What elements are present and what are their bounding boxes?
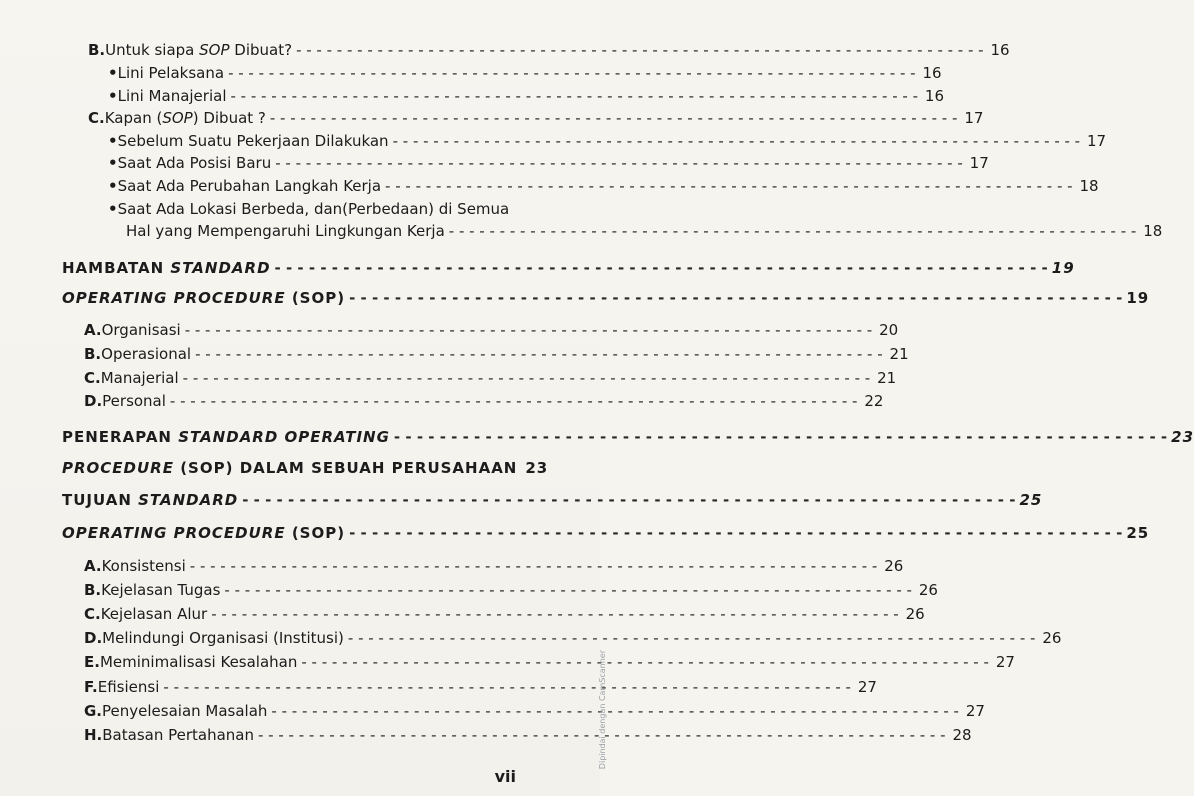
toc-bullet-item <box>108 153 989 173</box>
toc-bullet-item <box>108 63 942 83</box>
page-ref: 28 <box>952 726 972 744</box>
heading-text: PROCEDURE (SOP) DALAM SEBUAH PERUSAHAAN <box>62 459 518 477</box>
dot-leader <box>195 344 883 364</box>
heading-text: PENERAPAN STANDARD OPERATING <box>62 428 390 446</box>
dot-leader <box>385 176 1073 196</box>
entry-letter: D. <box>84 629 103 647</box>
entry-text: Kejelasan Tugas <box>101 581 221 599</box>
dot-leader <box>270 108 958 128</box>
page-ref: 17 <box>1087 132 1107 150</box>
entry-text: Sebelum Suatu Pekerjaan Dilakukan <box>117 132 389 150</box>
dot-leader <box>271 701 959 721</box>
dot-leader <box>349 523 1122 543</box>
entry-letter: H. <box>84 726 103 744</box>
toc-entry-b <box>88 40 1010 60</box>
page-ref: 21 <box>889 345 909 363</box>
toc-entry <box>84 604 925 624</box>
page-ref: 26 <box>884 557 904 575</box>
entry-text: Saat Ada Lokasi Berbeda, dan(Perbedaan) di Semua <box>117 200 510 218</box>
page-ref: 16 <box>922 64 942 82</box>
dot-leader <box>163 677 851 697</box>
heading-text: TUJUAN STANDARD <box>62 491 239 509</box>
bullet-icon: • <box>108 87 118 105</box>
entry-text: Kapan (SOP) Dibuat ? <box>104 109 266 127</box>
toc-entry <box>84 391 884 411</box>
entry-text: Manajerial <box>100 369 179 387</box>
section-heading <box>62 427 1194 447</box>
toc-entry <box>84 556 904 576</box>
page-ref: 23 <box>525 459 549 477</box>
scanner-watermark: Dipindai dengan CamScanner <box>598 650 607 770</box>
entry-text: Meminimalisasi Kesalahan <box>99 653 298 671</box>
dot-leader <box>170 391 858 411</box>
page-ref: 18 <box>1143 222 1163 240</box>
page-ref: 26 <box>1042 629 1062 647</box>
page-ref: 26 <box>918 581 938 599</box>
page-ref: 25 <box>1019 491 1043 509</box>
entry-letter: A. <box>84 557 102 575</box>
entry-letter: C. <box>84 369 101 387</box>
section-heading <box>62 523 1150 543</box>
toc-bullet-item <box>108 199 510 219</box>
section-heading <box>62 288 1150 308</box>
dot-leader <box>296 40 984 60</box>
entry-letter: A. <box>84 321 102 339</box>
toc-entry <box>84 677 877 697</box>
page-ref: 26 <box>905 605 925 623</box>
page-ref: 19 <box>1126 289 1150 307</box>
section-heading <box>62 458 549 478</box>
page-ref: 27 <box>995 653 1015 671</box>
entry-text: Hal yang Mempengaruhi Lingkungan Kerja <box>126 222 445 240</box>
toc-entry-c <box>88 108 984 128</box>
entry-text: Efisiensi <box>97 678 160 696</box>
page-ref: 22 <box>864 392 884 410</box>
page-ref: 16 <box>924 87 945 105</box>
entry-text: Saat Ada Posisi Baru <box>117 154 272 172</box>
page-ref: 16 <box>990 41 1010 59</box>
section-heading <box>62 258 1075 278</box>
page-ref: 17 <box>969 154 989 172</box>
toc-entry <box>84 580 938 600</box>
bullet-icon: • <box>108 177 118 195</box>
dot-leader <box>393 131 1081 151</box>
dot-leader <box>348 628 1036 648</box>
entry-text: Lini Manajerial <box>117 87 227 105</box>
page-ref: 27 <box>965 702 985 720</box>
entry-letter: C. <box>84 605 101 623</box>
entry-text: Kejelasan Alur <box>100 605 208 623</box>
heading-text: OPERATING PROCEDURE (SOP) <box>62 524 346 542</box>
toc-bullet-continuation <box>126 221 1163 241</box>
dot-leader <box>190 556 878 576</box>
page-ref: 19 <box>1051 259 1075 277</box>
dot-leader <box>185 320 873 340</box>
dot-leader <box>211 604 899 624</box>
bullet-icon: • <box>108 154 118 172</box>
dot-leader <box>394 427 1167 447</box>
page-ref: 21 <box>877 369 897 387</box>
bullet-icon: • <box>108 64 118 82</box>
heading-text: OPERATING PROCEDURE (SOP) <box>62 289 346 307</box>
entry-letter: F. <box>84 678 98 696</box>
toc-entry <box>84 368 897 388</box>
dot-leader <box>301 652 989 672</box>
dot-leader <box>275 153 963 173</box>
entry-letter: B. <box>84 345 102 363</box>
entry-text: Organisasi <box>101 321 181 339</box>
entry-text: Lini Pelaksana <box>117 64 225 82</box>
bullet-icon: • <box>108 200 118 218</box>
dot-leader <box>228 63 916 83</box>
dot-leader <box>230 86 918 106</box>
entry-text: Operasional <box>101 345 192 363</box>
page-ref: 23 <box>1171 428 1194 446</box>
dot-leader <box>275 258 1048 278</box>
page-ref: 17 <box>964 109 984 127</box>
page-ref: 18 <box>1079 177 1099 195</box>
section-heading <box>62 490 1043 510</box>
toc-entry <box>84 701 985 721</box>
page-ref: 25 <box>1126 524 1150 542</box>
toc-entry <box>84 344 909 364</box>
toc-entry <box>84 725 972 745</box>
entry-letter: D. <box>84 392 103 410</box>
dot-leader <box>349 288 1122 308</box>
page-number: vii <box>494 767 516 786</box>
toc-bullet-item <box>108 86 945 106</box>
bullet-icon: • <box>108 132 118 150</box>
toc-entry <box>84 652 1015 672</box>
entry-text: Penyelesaian Masalah <box>102 702 268 720</box>
entry-text: Personal <box>102 392 166 410</box>
entry-letter: E. <box>84 653 100 671</box>
toc-entry <box>84 628 1062 648</box>
dot-leader <box>224 580 912 600</box>
toc-bullet-item <box>108 131 1107 151</box>
heading-text: HAMBATAN STANDARD <box>62 259 271 277</box>
toc-entry <box>84 320 899 340</box>
toc-bullet-item <box>108 176 1099 196</box>
entry-letter: B. <box>88 41 106 59</box>
entry-text: Melindungi Organisasi (Institusi) <box>102 629 344 647</box>
entry-text: Untuk siapa SOP Dibuat? <box>105 41 293 59</box>
entry-letter: G. <box>84 702 103 720</box>
page-ref: 20 <box>879 321 899 339</box>
dot-leader <box>183 368 871 388</box>
entry-text: Saat Ada Perubahan Langkah Kerja <box>117 177 382 195</box>
dot-leader <box>242 490 1015 510</box>
entry-letter: B. <box>84 581 102 599</box>
page-ref: 27 <box>857 678 877 696</box>
entry-letter: C. <box>88 109 105 127</box>
entry-text: Batasan Pertahanan <box>102 726 254 744</box>
dot-leader <box>449 221 1137 241</box>
entry-text: Konsistensi <box>101 557 186 575</box>
